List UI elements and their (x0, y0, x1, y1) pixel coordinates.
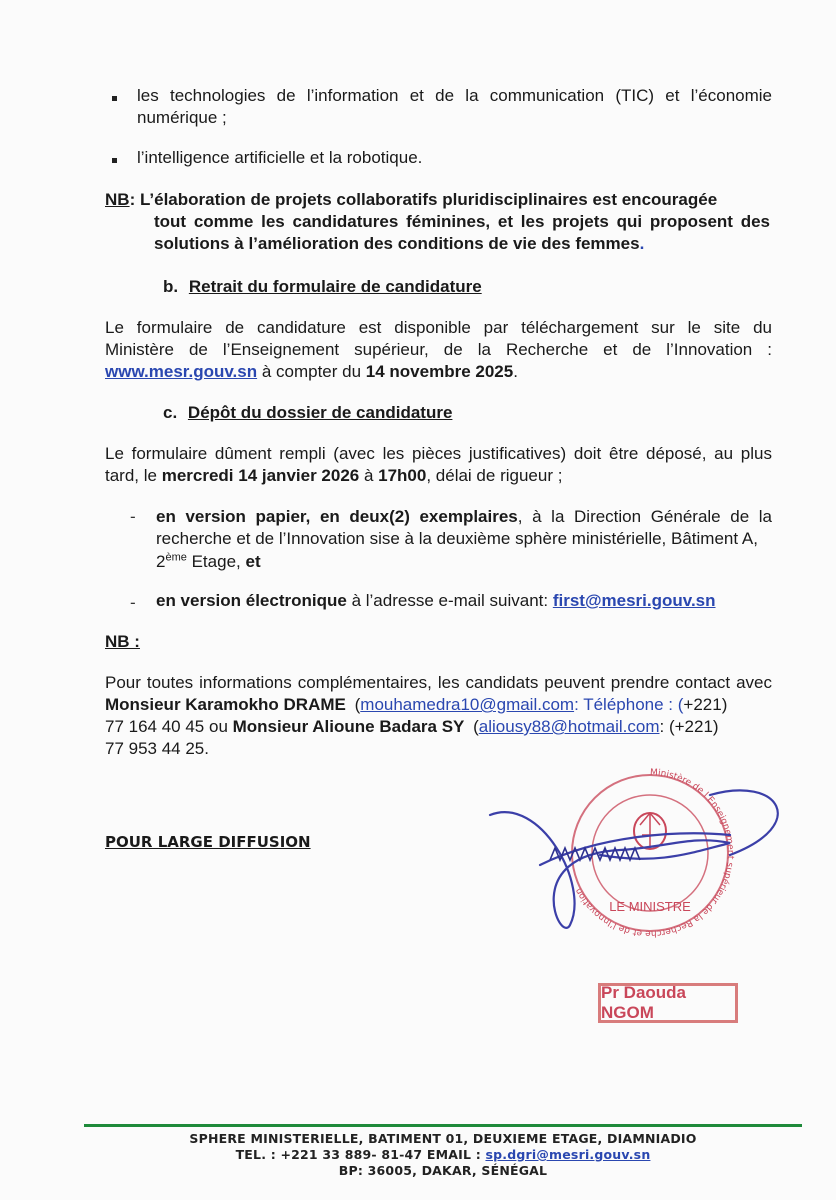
contact1-name: Monsieur Karamokho DRAME (105, 695, 346, 714)
section-b-line3 (105, 361, 518, 383)
section-b-line3-end: . (513, 362, 518, 381)
footer-tel: TEL. : +221 33 889- 81-47 EMAIL : (235, 1147, 486, 1162)
contact2-name: Monsieur Alioune Badara SY (232, 717, 465, 736)
nb1-label: NB (105, 190, 130, 209)
emblem-icon (634, 813, 666, 849)
nb1-line3-text: solutions à l’amélioration des conditions de vie des femmes (154, 234, 640, 253)
nb1-line3 (154, 233, 644, 255)
deposit-paper-line3 (156, 551, 261, 573)
floor-number: 2 (156, 552, 166, 571)
section-b-letter: b. (163, 277, 179, 296)
nb1-line2: tout comme les candidatures féminines, et les projets qui proposent des (154, 212, 770, 231)
section-b-title: Retrait du formulaire de candidature (188, 277, 482, 296)
mesr-website-link[interactable]: www.mesr.gouv.sn (105, 362, 258, 381)
footer-address: SPHERE MINISTERIELLE, BATIMENT 01, DEUXIEME ETAGE, DIAMNIADIO (189, 1131, 697, 1146)
first-email-link[interactable]: first@mesri.gouv.sn (552, 591, 716, 610)
footer-po-box: BP: 36005, DAKAR, SÉNÉGAL (338, 1163, 548, 1178)
section-c-heading (163, 402, 452, 424)
large-diffusion-label: POUR LARGE DIFFUSION (105, 833, 311, 851)
contact1-phone-code: +221) (683, 695, 728, 714)
floor-rest: Etage, (186, 552, 246, 571)
nb1-text1: : L’élaboration de projets collaboratifs pluridisciplinaires est encouragée (129, 190, 718, 209)
section-c-letter: c. (163, 403, 178, 422)
deposit-paper-rest: , à la Direction Générale de la (517, 507, 773, 526)
signatory-name: Pr Daouda NGOM (601, 983, 687, 1022)
stamp-role: LE MINISTRE (609, 899, 691, 914)
footer-contact (84, 1147, 802, 1162)
section-b-line2: Ministère de l’Enseignement supérieur, de la Recherche et de l’Innovation : (105, 340, 772, 359)
bullet-1-line1: les technologies de l’information et de la communication (TIC) et l’économie (137, 86, 772, 105)
deposit-electronic-rest: à l’adresse e-mail suivant: (346, 591, 553, 610)
bullet-1-line2: numérique ; (137, 108, 227, 127)
section-b-line1: Le formulaire de candidature est disponible par téléchargement sur le site du (105, 318, 772, 337)
floor-suffix: ème (165, 551, 187, 564)
deposit-electronic-bold: en version électronique (156, 591, 347, 610)
conjunction-et: et (245, 552, 261, 571)
stamp-ring-text: Ministère de l’Enseignement supérieur de la Recherche et de l’Innovation (573, 767, 735, 939)
contact1-phone: 77 164 40 45 (105, 717, 205, 736)
deposit-paper-line2: recherche et de l’Innovation sise à la deuxième sphère ministérielle, Bâtiment A, (156, 529, 758, 548)
nb2-line1: Pour toutes informations complémentaires, les candidats peuvent prendre contact avec (105, 673, 772, 692)
availability-date: 14 novembre 2025 (365, 362, 514, 381)
deposit-paper-line1 (156, 506, 772, 528)
section-c-line2-b: à (359, 466, 379, 485)
nb2-label: NB : (105, 632, 140, 651)
signatory-box (598, 983, 738, 1023)
dash-marker: - (130, 593, 136, 612)
section-c-line2-a: tard, le (105, 466, 162, 485)
section-b-heading (163, 276, 482, 298)
nb2-line3: 77 164 40 45 ou Monsieur Alioune Badara SY (aliousy88@hotmail.com: (+221) (105, 717, 719, 736)
dash-marker: - (130, 507, 136, 526)
contact1-phone-label: : Téléphone : (574, 695, 678, 714)
bullet-2-line1: l’intelligence artificielle et la robotique. (137, 148, 423, 167)
contact2-email-link[interactable]: aliousy88@hotmail.com (478, 717, 660, 736)
bullet-marker (112, 158, 117, 163)
deposit-electronic-line (156, 590, 716, 612)
section-b-line3-mid: à compter du (257, 362, 366, 381)
deadline-time: 17h00 (378, 466, 427, 485)
nb1-line1 (105, 189, 770, 211)
official-stamp (480, 735, 810, 985)
contact-or: ou (204, 717, 233, 736)
contact2-phone: 77 953 44 25. (105, 739, 209, 758)
contact1-phone-open: ( (677, 695, 684, 714)
contact1-email-link[interactable]: mouhamedra10@gmail.com (360, 695, 575, 714)
deposit-paper-bold: en version papier, en deux(2) exemplaires (156, 507, 518, 526)
section-c-line1: Le formulaire dûment rempli (avec les pièces justificatives) doit être déposé, au plus (105, 444, 772, 463)
nb1-line3-dot: . (639, 234, 645, 253)
bullet-marker (112, 96, 117, 101)
deadline-date: mercredi 14 janvier 2026 (161, 466, 360, 485)
footer-email-link[interactable]: sp.dgri@mesri.gouv.sn (485, 1147, 651, 1162)
contact2-sep: : (+221) (659, 717, 719, 736)
footer-rule (84, 1124, 802, 1127)
section-c-line2 (105, 465, 562, 487)
section-c-line2-c: , délai de rigueur ; (426, 466, 563, 485)
nb2-line2: Monsieur Karamokho DRAME (mouhamedra10@gmail.com: Téléphone : (+221) (105, 695, 728, 714)
section-c-title: Dépôt du dossier de candidature (187, 403, 453, 422)
